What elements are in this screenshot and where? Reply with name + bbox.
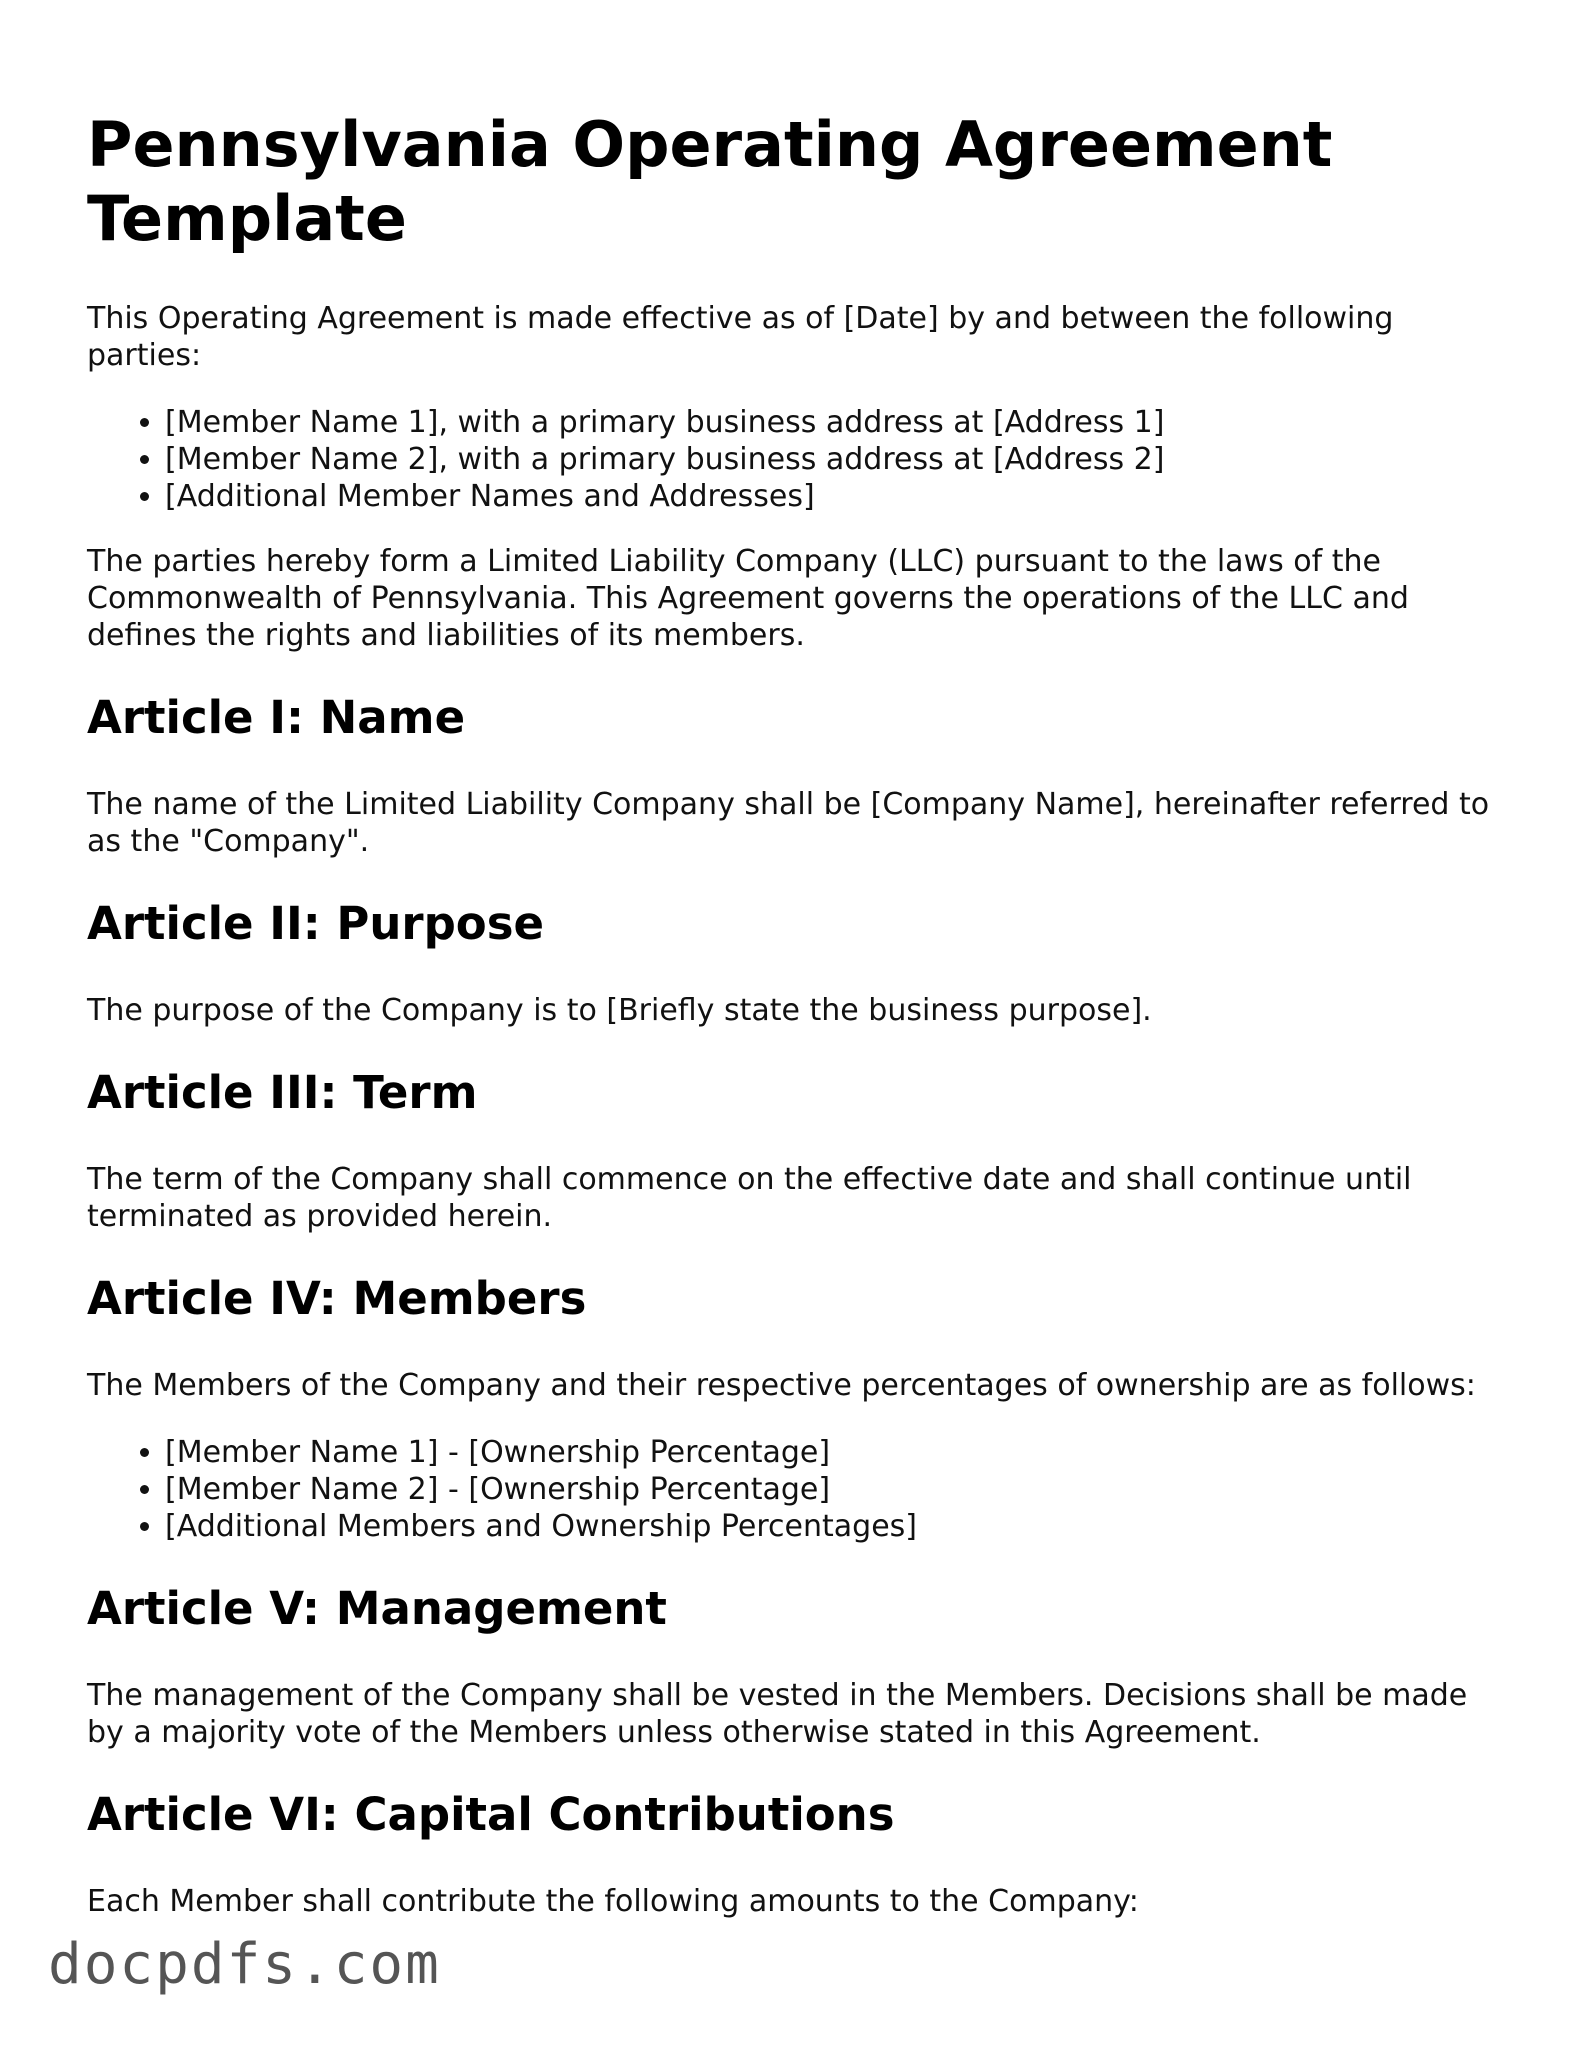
list-item: • [Additional Members and Ownership Percentages] <box>165 1508 1507 1545</box>
list-item: • [Additional Member Names and Addresses] <box>165 478 1507 515</box>
list-item: • [Member Name 2] - [Ownership Percentage] <box>165 1471 1507 1508</box>
intro-paragraph: This Operating Agreement is made effective as of [Date] by and between the following parties: <box>87 301 1394 373</box>
list-item: • [Member Name 1] - [Ownership Percentage] <box>165 1434 1507 1471</box>
watermark: docpdfs.com <box>48 1932 441 1997</box>
formation-paragraph: The parties hereby form a Limited Liability Company (LLC) pursuant to the laws of the Commonwealth of Pennsylvania. This Agreement governs the operations of the LLC and defines the rights and liabilities of its members. <box>87 544 1409 653</box>
article-heading: Article III: Term <box>87 1066 478 1119</box>
article-heading: Article II: Purpose <box>87 897 545 950</box>
article-heading: Article IV: Members <box>87 1272 587 1325</box>
article-body: The management of the Company shall be vested in the Members. Decisions shall be made by a majority vote of the Members unless otherwise stated in this Agreement. <box>87 1678 1468 1750</box>
article-heading: Article I: Name <box>87 691 466 744</box>
article-body: The name of the Limited Liability Company shall be [Company Name], hereinafter referred to as the "Company". <box>87 787 1490 859</box>
list-item: • [Member Name 2], with a primary business address at [Address 2] <box>165 441 1507 478</box>
parties-list <box>87 404 1507 515</box>
article-heading: Article VI: Capital Contributions <box>87 1788 895 1841</box>
article-body: The purpose of the Company is to [Briefly state the business purpose]. <box>87 993 1152 1028</box>
document-page <box>87 108 1507 1950</box>
article-heading: Article V: Management <box>87 1582 667 1635</box>
document-title: Pennsylvania Operating Agreement Template <box>87 108 1333 255</box>
article-body: Each Member shall contribute the following amounts to the Company: <box>87 1884 1139 1919</box>
article-body: The term of the Company shall commence on the effective date and shall continue until terminated as provided herein. <box>87 1162 1412 1234</box>
list-item: • [Member Name 1], with a primary business address at [Address 1] <box>165 404 1507 441</box>
members-list <box>87 1434 1507 1545</box>
article-body: The Members of the Company and their respective percentages of ownership are as follows: <box>87 1368 1476 1403</box>
